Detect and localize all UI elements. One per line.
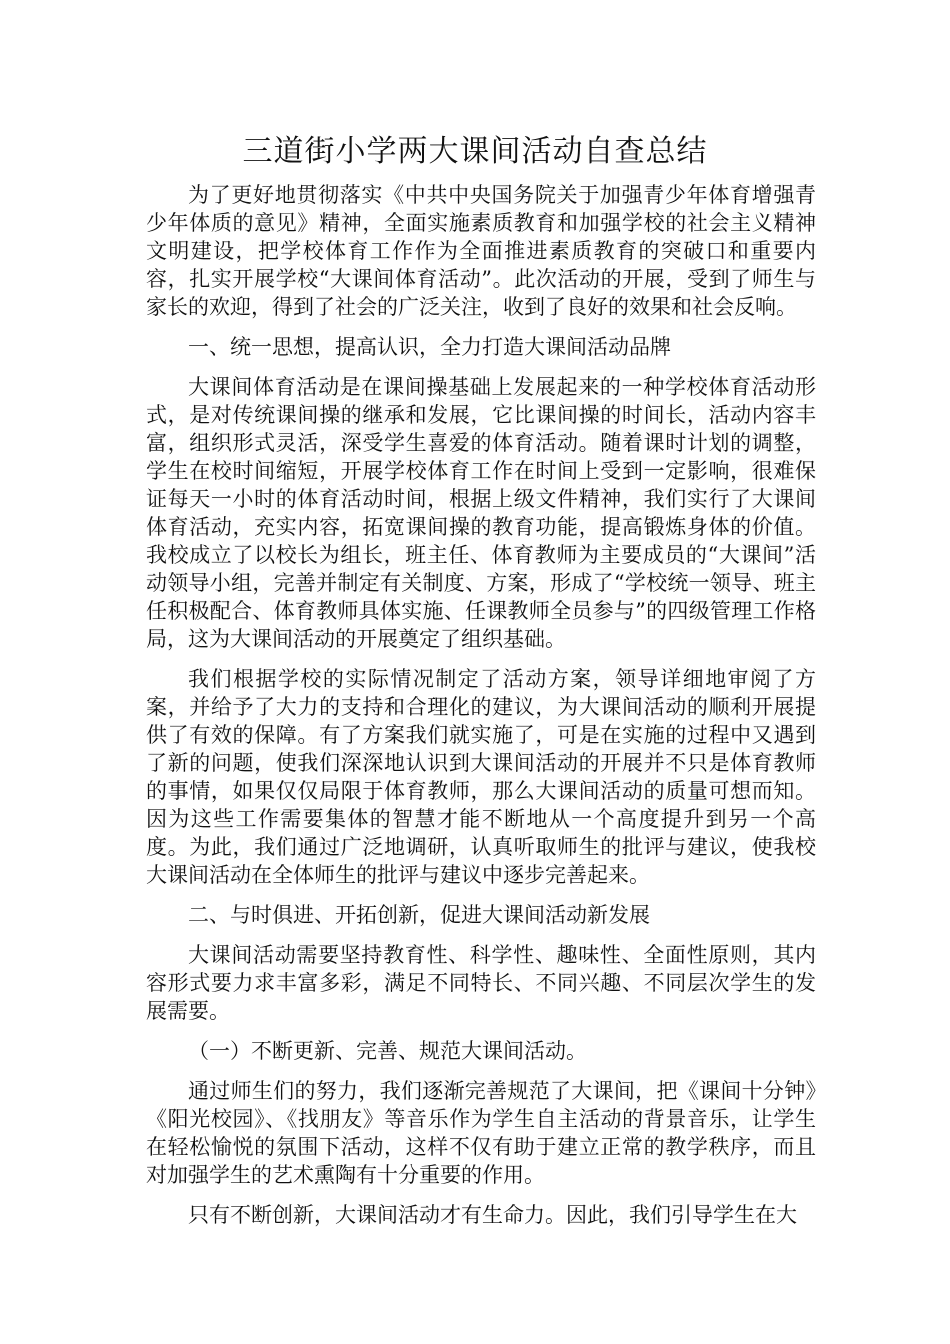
paragraph-intro: 为了更好地贯彻落实《中共中央国务院关于加强青少年体育增强青少年体质的意见》精神，全面实施素质教育和加强学校的社会主义精神文明建设，把学校体育工作作为全面推进素质教育的突破口和重要内容，扎实开展学校“大课间体育活动”。此次活动的开展，受到了师生与家长的欢迎，得到了社会的广泛关注，收到了良好的效果和社会反响。: [146, 183, 816, 319]
paragraph: 通过师生们的努力，我们逐渐完善规范了大课间，把《课间十分钟》《阳光校园》、《找朋友》等音乐作为学生自主活动的背景音乐，让学生在轻松愉悦的氛围下活动，这样不仅有助于建立正常的教学秩序，而且对加强学生的艺术熏陶有十分重要的作用。: [146, 1079, 816, 1187]
document-title: 三道街小学两大课间活动自查总结: [242, 134, 708, 169]
section-heading-2: 二、与时俱进、开拓创新，促进大课间活动新发展: [188, 903, 650, 927]
paragraph: 只有不断创新，大课间活动才有生命力。因此，我们引导学生在大: [188, 1203, 797, 1227]
subsection-heading-1: （一）不断更新、完善、规范大课间活动。: [188, 1039, 587, 1063]
document-body: [146, 181, 816, 1241]
section-heading-1: 一、统一思想，提高认识，全力打造大课间活动品牌: [188, 335, 671, 359]
paragraph: 我们根据学校的实际情况制定了活动方案，领导详细地审阅了方案，并给予了大力的支持和合理化的建议，为大课间活动的顺利开展提供了有效的保障。有了方案我们就实施了，可是在实施的过程中又遇到了新的问题，使我们深深地认识到大课间活动的开展并不只是体育教师的事情，如果仅仅局限于体育教师，那么大课间活动的质量可想而知。因为这些工作需要集体的智慧才能不断地从一个高度提升到另一个高度。为此，我们通过广泛地调研，认真听取师生的批评与建议，使我校大课间活动在全体师生的批评与建议中逐步完善起来。: [146, 667, 816, 887]
paragraph: 大课间体育活动是在课间操基础上发展起来的一种学校体育活动形式，是对传统课间操的继承和发展，它比课间操的时间长，活动内容丰富，组织形式灵活，深受学生喜爱的体育活动。随着课时计划的调整，学生在校时间缩短，开展学校体育工作在时间上受到一定影响，很难保证每天一小时的体育活动时间，根据上级文件精神，我们实行了大课间体育活动，充实内容，拓宽课间操的教育功能，提高锻炼身体的价值。我校成立了以校长为组长，班主任、体育教师为主要成员的“大课间”活动领导小组，完善并制定有关制度、方案，形成了“学校统一领导、班主任积极配合、体育教师具体实施、任课教师全员参与”的四级管理工作格局，这为大课间活动的开展奠定了组织基础。: [146, 375, 816, 651]
paragraph: 大课间活动需要坚持教育性、科学性、趣味性、全面性原则，其内容形式要力求丰富多彩，满足不同特长、不同兴趣、不同层次学生的发展需要。: [146, 943, 816, 1023]
